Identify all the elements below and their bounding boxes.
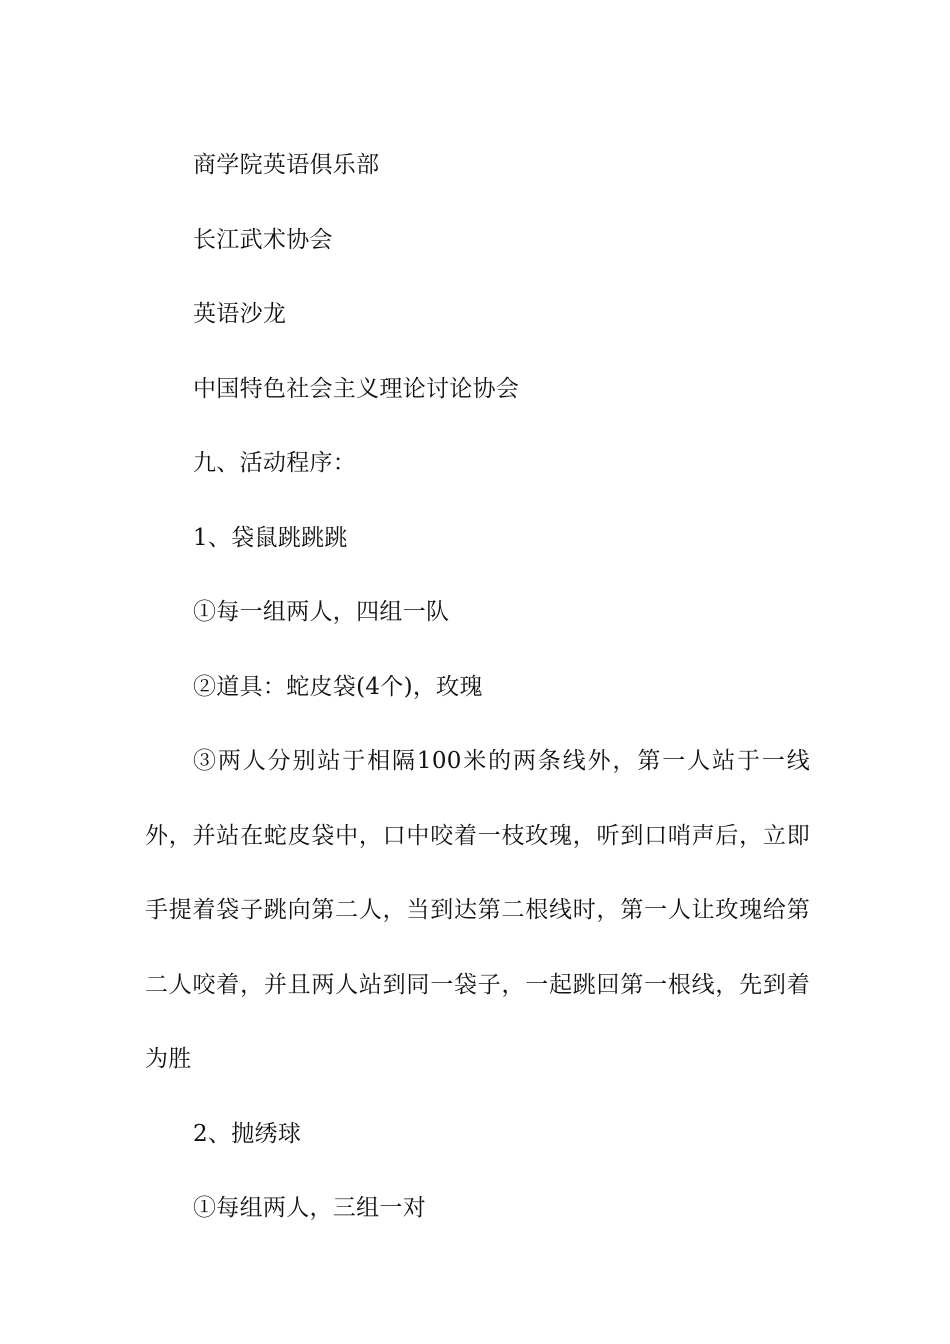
section-heading-activity-procedure: 九、活动程序： bbox=[193, 450, 357, 476]
kangaroo-rule-1: ①每一组两人，四组一队 bbox=[193, 599, 450, 625]
club-name-english-salon: 英语沙龙 bbox=[193, 301, 287, 327]
activity-title-throw-ball: 2、抛绣球 bbox=[193, 1120, 302, 1147]
club-name-business-english: 商学院英语俱乐部 bbox=[193, 152, 380, 178]
kangaroo-rule-3: ③两人分别站于相隔100米的两条线外，第一人站于一线外，并站在蛇皮袋中，口中咬着一枝玫瑰，听到口哨声后，立即手提着袋子跳向第二人，当到达第二根线时，第一人让玫瑰给第二人咬着，并且两人站到同一袋子，一起跳回第一根线，先到着为胜 bbox=[145, 748, 810, 1072]
document-body bbox=[145, 128, 810, 1246]
club-name-changjiang-wushu: 长江武术协会 bbox=[193, 226, 333, 253]
kangaroo-rule-2: ②道具：蛇皮袋(4个)，玫瑰 bbox=[193, 673, 483, 700]
club-name-socialism-theory: 中国特色社会主义理论讨论协会 bbox=[193, 375, 520, 402]
activity-title-kangaroo-jump: 1、袋鼠跳跳跳 bbox=[193, 524, 348, 551]
throw-ball-rule-1: ①每组两人，三组一对 bbox=[193, 1195, 426, 1221]
